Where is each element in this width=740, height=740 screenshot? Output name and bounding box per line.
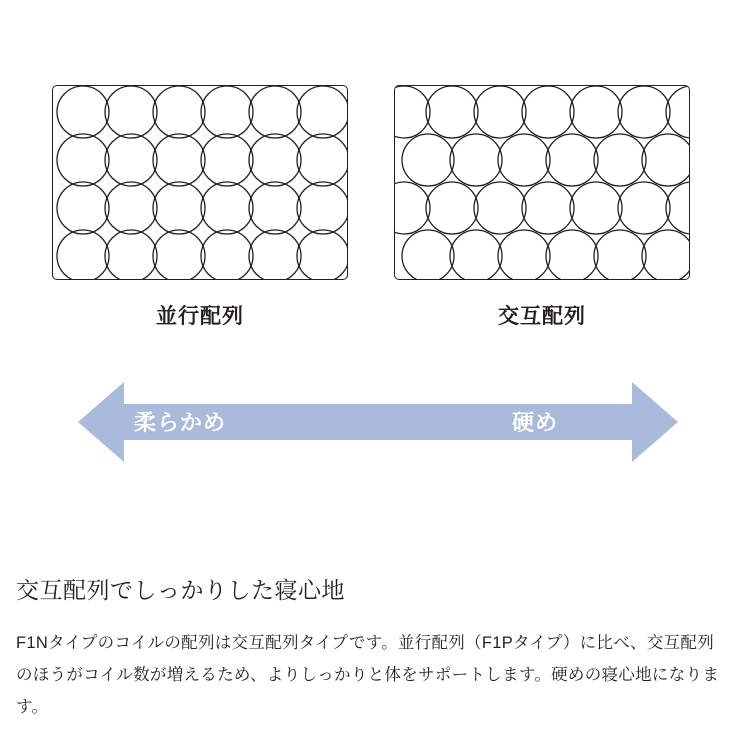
scale-label-firm: 硬め [512,410,559,435]
firmness-scale [78,372,678,472]
article-body: F1Nタイプのコイルの配列は交互配列タイプです。並行配列（F1Pタイプ）に比べ、交互配列のほうがコイル数が増えるため、よりしっかりと体をサポートします。硬めの寝心地になります。 [16,634,720,717]
coil-grid-parallel-icon [53,86,348,280]
article-text [16,572,728,724]
article-heading: 交互配列でしっかりした寝心地 [16,577,345,603]
coil-caption-parallel: 並行配列 [156,305,244,328]
coil-diagram-area [0,0,740,345]
coil-panel-alternate [394,85,690,280]
coil-box-parallel [52,85,348,280]
coil-grid-alternate-icon [395,86,690,280]
scale-label-soft: 柔らかめ [134,410,227,435]
coil-box-alternate [394,85,690,280]
coil-panel-parallel [52,85,348,280]
coil-caption-alternate: 交互配列 [498,305,586,328]
